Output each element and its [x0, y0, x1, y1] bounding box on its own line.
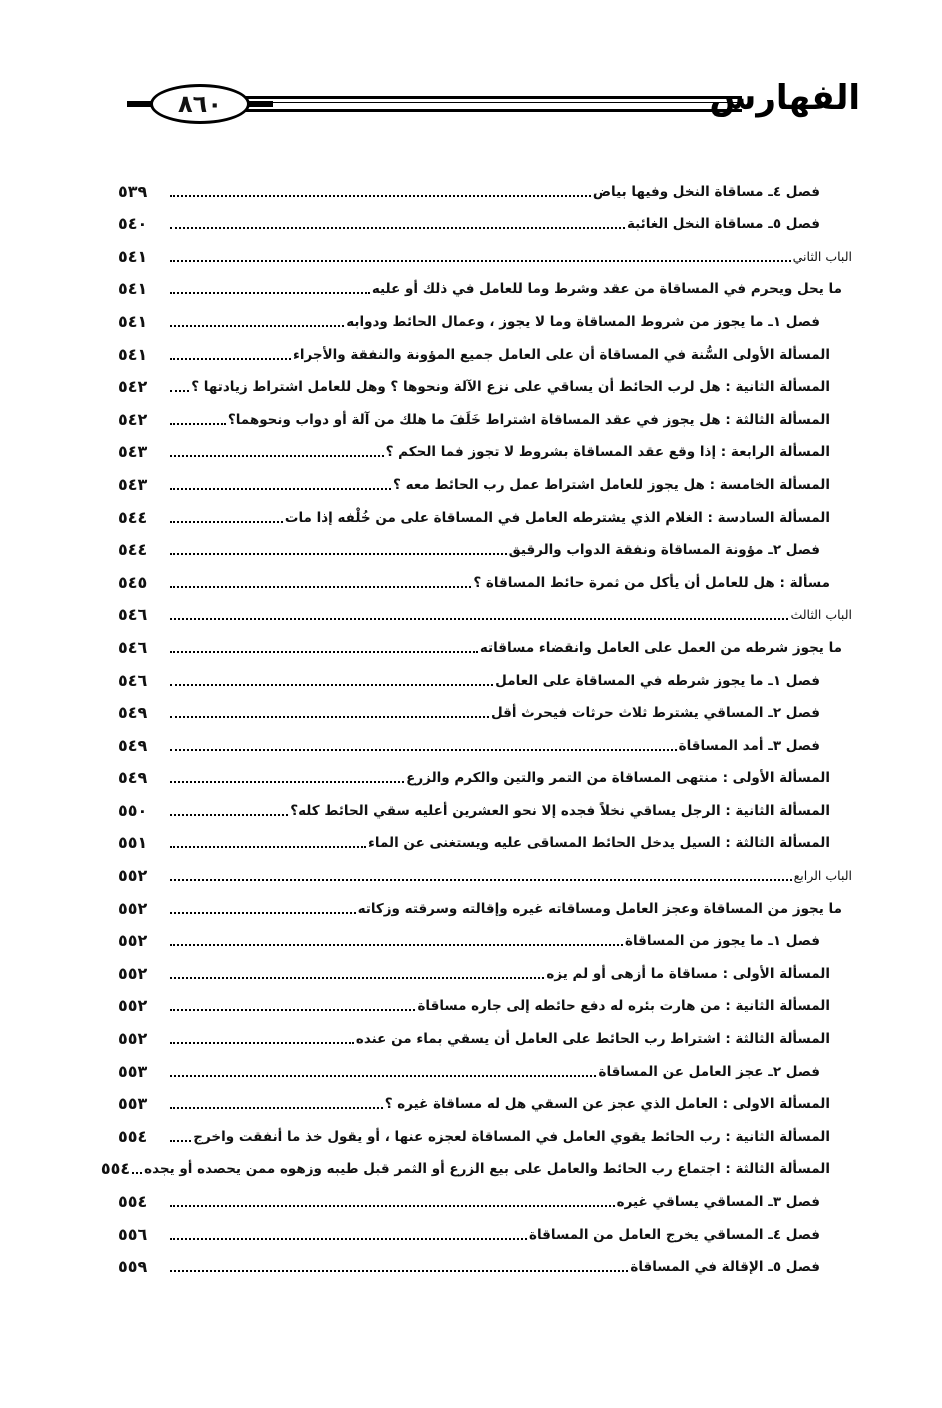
- toc-entry-title: المسألة الثالثة : هل يجوز في عقد المساقاة اشتراط خَلَفَ ما هلك من آلة أو دواب ونحوهما؟: [227, 411, 830, 428]
- toc-entry: [118, 368, 852, 401]
- toc-entry-page: ٥٤٤: [118, 540, 148, 560]
- toc-entry-title: المسألة الأولى : مساقاة ما أزهى أو لم يزه: [546, 965, 830, 982]
- dot-leader: [170, 749, 677, 751]
- toc-entry-page: ٥٤٩: [118, 768, 148, 788]
- dot-leader: [170, 521, 283, 523]
- toc-entry: [118, 302, 852, 335]
- toc-entry: [118, 726, 852, 759]
- toc-entry: [118, 465, 852, 498]
- dot-leader: [170, 846, 366, 848]
- toc-entry: [118, 1019, 852, 1052]
- toc-entry-title: المسألة الثالثة : اجتماع رب الحائط والعامل على بيع الزرع أو الثمر قبل طيبه وزهوه ممن يحصده أو يجده: [144, 1161, 830, 1178]
- toc-entry-title: المسألة الثالثة : السيل يدخل الحائط المساقى عليه ويستغنى عن الماء: [368, 835, 830, 852]
- toc-entry: [118, 661, 852, 694]
- toc-entry: [118, 922, 852, 955]
- toc-entry: [118, 1117, 852, 1150]
- toc-entry: [118, 824, 852, 857]
- toc-entry-title: فصل ٤ـ المساقي يخرج العامل من المساقاة: [529, 1226, 820, 1243]
- toc-entry-title: فصل ٣ـ أمد المساقاة: [678, 737, 820, 754]
- dot-leader: [170, 260, 791, 262]
- toc-entry-page: ٥٤٦: [118, 637, 148, 657]
- toc-entry-page: ٥٥٢: [118, 996, 148, 1016]
- table-of-contents: [100, 172, 852, 1280]
- toc-entry-page: ٥٤٢: [118, 377, 148, 397]
- toc-entry-page: ٥٤٦: [118, 605, 148, 625]
- toc-entry-title: فصل ٥ـ مساقاة النخل الغائبة: [626, 216, 820, 233]
- toc-entry-page: ٥٥٦: [118, 1224, 148, 1244]
- toc-entry-page: ٥٥٢: [118, 866, 148, 886]
- toc-entry-page: ٥٤٣: [118, 442, 148, 462]
- toc-entry-title: فصل ١ـ ما يجوز شرطه في المساقاة على العامل: [495, 672, 820, 689]
- dot-leader: [170, 618, 788, 620]
- toc-entry-title: الباب الثاني: [792, 248, 852, 264]
- toc-entry-page: ٥٥٢: [118, 1029, 148, 1049]
- toc-entry: [118, 531, 852, 564]
- toc-entry-page: ٥٤٩: [118, 703, 148, 723]
- toc-entry-page: ٥٥٩: [118, 1257, 148, 1277]
- toc-entry-title: ما يجوز شرطه من العمل على العامل وانقضاء مساقاته: [479, 639, 842, 656]
- toc-entry-page: ٥٤٦: [118, 670, 148, 690]
- dot-leader: [170, 684, 493, 686]
- toc-entry-page: ٥٤٥: [118, 572, 148, 592]
- dot-leader: [170, 814, 288, 816]
- dot-leader: [170, 781, 404, 783]
- toc-entry-page: ٥٤٠: [118, 214, 148, 234]
- toc-entry-page: ٥٥٤: [118, 1126, 148, 1146]
- toc-entry: [118, 759, 852, 792]
- toc-entry-title: الباب الثالث: [790, 607, 852, 623]
- toc-entry-page: ٥٤٣: [118, 474, 148, 494]
- dot-leader: [132, 1172, 142, 1174]
- header-title: الفهارس: [709, 78, 860, 118]
- toc-entry: [118, 1085, 852, 1118]
- toc-entry-title: المسألة الرابعة : إذا وقع عقد المساقاة بشروط لا تجوز فما الحكم ؟: [385, 444, 830, 461]
- toc-entry: [118, 498, 852, 531]
- toc-entry-page: ٥٥٣: [118, 1061, 148, 1081]
- toc-entry-title: فصل ٥ـ الإقالة في المساقاة: [630, 1259, 820, 1276]
- toc-entry: [118, 1248, 852, 1281]
- dot-leader: [170, 586, 471, 588]
- toc-entry-page: ٥٥٤: [100, 1159, 131, 1179]
- toc-entry-title: فصل ١ـ ما يجوز من المساقاة: [625, 933, 820, 950]
- toc-entry: [118, 954, 852, 987]
- dot-leader: [170, 912, 356, 914]
- dot-leader: [170, 1238, 527, 1240]
- dot-leader: [170, 1205, 615, 1207]
- toc-entry-title: فصل ١ـ ما يجوز من شروط المساقاة وما لا يجوز ، وعمال الحائط ودوابه: [346, 313, 820, 330]
- toc-entry: [118, 1215, 852, 1248]
- dot-leader: [170, 195, 591, 197]
- toc-entry-title: الباب الرابع: [793, 868, 852, 884]
- dot-leader: [170, 390, 189, 392]
- toc-entry-title: المسألة السادسة : الغلام الذي يشترطه العامل في المساقاة على من خُلْفه إذا مات: [284, 509, 830, 526]
- toc-entry: [118, 856, 852, 889]
- dot-leader: [170, 944, 623, 946]
- toc-entry-title: فصل ٢ـ المساقي يشترط ثلاث حرثات فيحرث أقل: [490, 705, 820, 722]
- toc-entry-page: ٥٥٣: [118, 1094, 148, 1114]
- toc-entry-page: ٥٥٢: [118, 963, 148, 983]
- toc-entry-title: فصل ٢ـ عجز العامل عن المساقاة: [598, 1063, 820, 1080]
- toc-entry-page: ٥٥١: [118, 833, 148, 853]
- toc-entry-page: ٥٥٠: [118, 800, 148, 820]
- dot-leader: [170, 423, 226, 425]
- page-header: [120, 78, 860, 134]
- dot-leader: [170, 1270, 628, 1272]
- toc-entry-title: المسألة الثانية : هل لرب الحائط أن يساقي على نزع الآلة ونحوها ؟ وهل للعامل اشتراط زيادتها ؟: [191, 379, 830, 396]
- toc-entry-page: ٥٤١: [118, 246, 148, 266]
- toc-entry-page: ٥٤١: [118, 344, 148, 364]
- toc-entry: [118, 433, 852, 466]
- toc-entry-title: المسألة الثالثة : اشتراط رب الحائط على العامل أن يسقي بماء من عنده: [355, 1031, 830, 1048]
- page-number-badge: ٨٦٠: [150, 84, 250, 124]
- dot-leader: [170, 1009, 415, 1011]
- toc-entry-title: المسألة الأولى السُّنة في المساقاة أن على العامل جميع المؤونة والنفقة والأجراء: [292, 346, 830, 363]
- toc-entry-title: المسألة الثانية : من هارت بئره له دفع حائطه إلى جاره مساقاة: [417, 998, 830, 1015]
- toc-entry: [118, 596, 852, 629]
- toc-entry: [118, 237, 852, 270]
- dot-leader: [170, 1075, 596, 1077]
- toc-entry: [118, 628, 852, 661]
- toc-entry-title: المسألة الأولى : منتهى المساقاة من التمر والتين والكرم والزرع: [406, 770, 830, 787]
- toc-entry: [118, 694, 852, 727]
- toc-entry: [118, 172, 852, 205]
- dot-leader: [170, 553, 507, 555]
- toc-entry-page: ٥٤٢: [118, 409, 148, 429]
- toc-entry-title: فصل ٢ـ مؤونة المساقاة ونفقة الدواب والرقيق: [508, 542, 820, 559]
- dot-leader: [170, 1107, 383, 1109]
- dot-leader: [170, 455, 384, 457]
- toc-entry-page: ٥٤١: [118, 279, 148, 299]
- toc-entry-page: ٥٥٢: [118, 931, 148, 951]
- toc-entry: [118, 1052, 852, 1085]
- dot-leader: [170, 716, 489, 718]
- dot-leader: [170, 325, 344, 327]
- dot-leader: [170, 227, 625, 229]
- toc-entry: [118, 335, 852, 368]
- toc-entry-title: فصل ٤ـ مساقاة النخل وفيها بياض: [592, 183, 820, 200]
- toc-entry-title: المسألة الثانية : رب الحائط يقوي العامل في المساقاة لعجزه عنها ، أو يقول خذ ما أنفقت واخرج: [193, 1128, 830, 1145]
- toc-entry-page: ٥٤٩: [118, 735, 148, 755]
- toc-entry: [118, 400, 852, 433]
- toc-entry-page: ٥٥٢: [118, 898, 148, 918]
- dot-leader: [170, 651, 478, 653]
- toc-entry: [118, 987, 852, 1020]
- toc-entry-title: ما يجوز من المساقاة وعجز العامل ومساقاته غيره وإقالته وسرقته وزكاته: [357, 900, 842, 917]
- dot-leader: [170, 292, 370, 294]
- dot-leader: [170, 488, 391, 490]
- dot-leader: [170, 1042, 354, 1044]
- toc-entry: [118, 563, 852, 596]
- toc-entry: [100, 1150, 852, 1183]
- toc-entry-title: المسألة الثانية : الرجل يساقي نخلاً فجده إلا نحو العشرين أعليه سقي الحائط كله؟: [290, 802, 830, 819]
- toc-entry: [118, 1182, 852, 1215]
- toc-entry: [118, 205, 852, 238]
- toc-entry: [118, 791, 852, 824]
- toc-entry-page: ٥٣٩: [118, 181, 148, 201]
- toc-entry-page: ٥٥٤: [118, 1192, 148, 1211]
- dot-leader: [170, 358, 291, 360]
- header-rule: [220, 96, 742, 112]
- dot-leader: [170, 977, 544, 979]
- toc-entry: [118, 270, 852, 303]
- toc-entry-title: المسألة الخامسة : هل يجوز للعامل اشتراط عمل رب الحائط معه ؟: [393, 476, 830, 493]
- toc-entry-title: المسألة الاولى : العامل الذي عجز عن السقي هل له مساقاة غيره ؟: [384, 1096, 830, 1113]
- toc-entry-page: ٥٤٤: [118, 507, 148, 527]
- toc-entry-page: ٥٤١: [118, 311, 148, 331]
- toc-entry-title: مسألة : هل للعامل أن يأكل من ثمرة حائط المساقاة ؟: [473, 574, 830, 591]
- toc-entry-title: ما يحل ويحرم في المساقاة من عقد وشرط وما للعامل في ذلك أو عليه: [371, 281, 842, 298]
- dot-leader: [170, 879, 792, 881]
- toc-entry-title: فصل ٣ـ المساقي يساقي غيره: [616, 1194, 820, 1210]
- dot-leader: [170, 1140, 191, 1142]
- toc-entry: [118, 889, 852, 922]
